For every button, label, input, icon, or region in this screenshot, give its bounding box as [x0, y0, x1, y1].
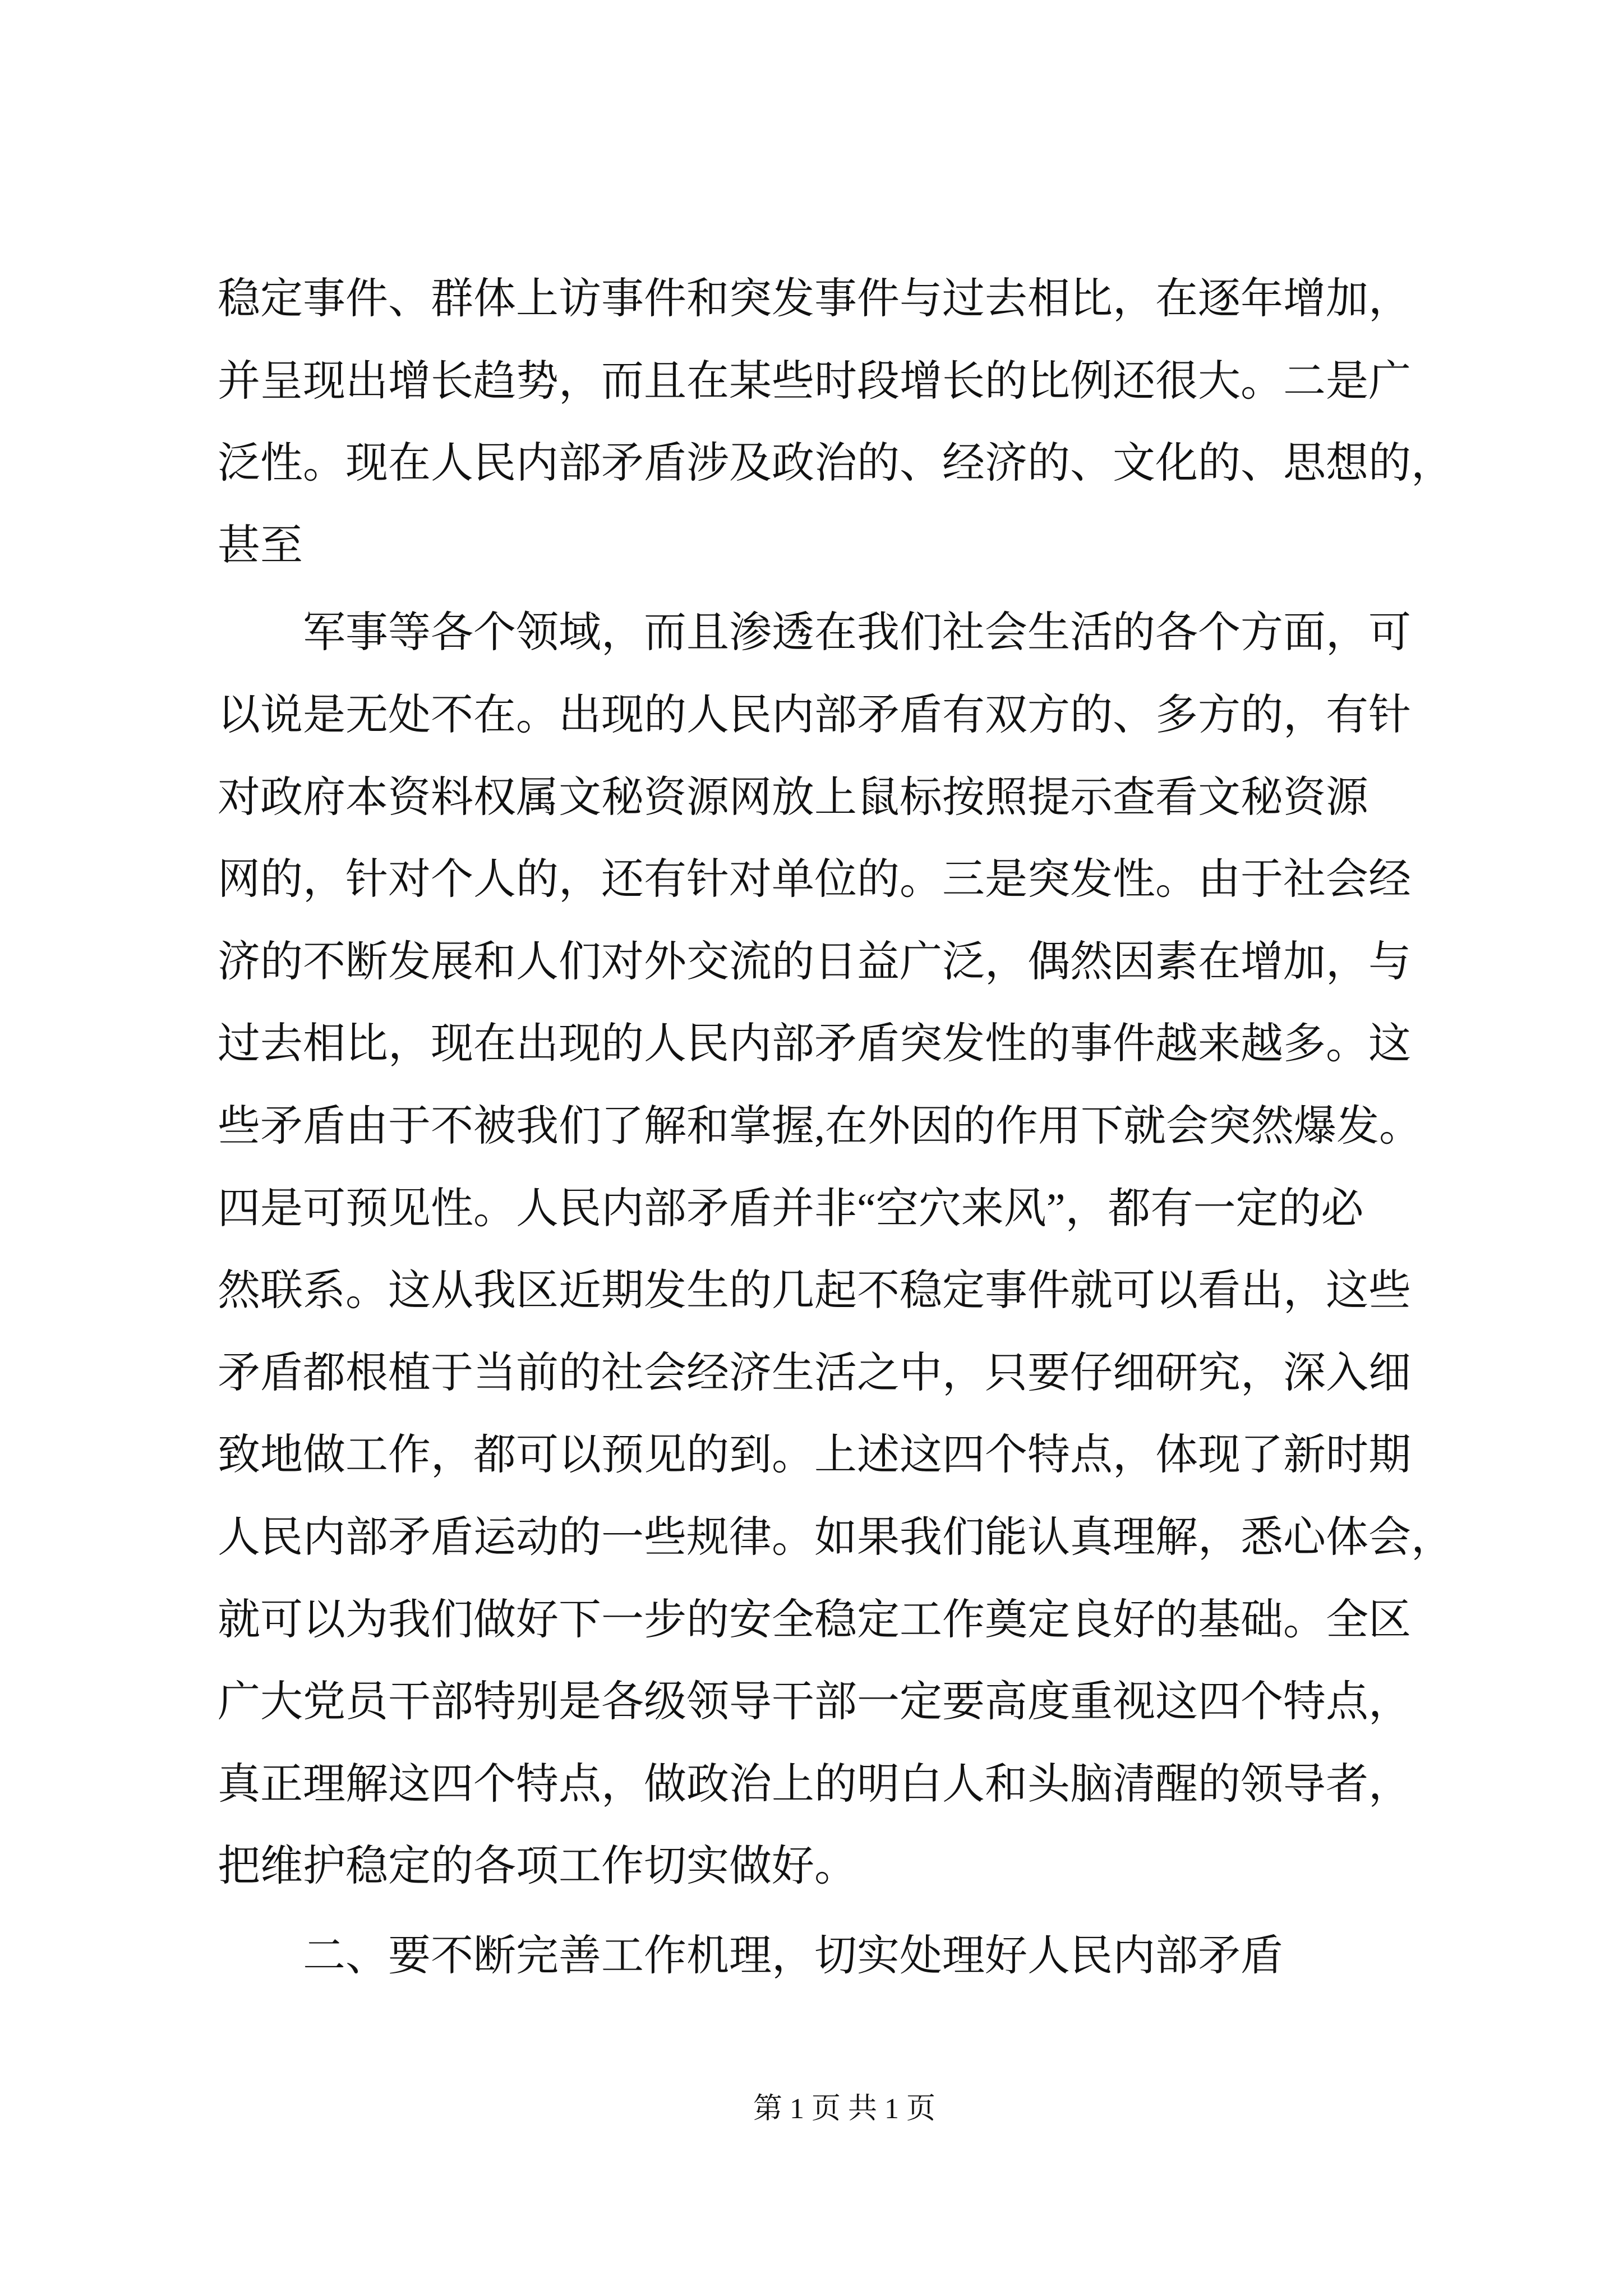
text-line: 稳定事件、群体上访事件和突发事件与过去相比，在逐年增加，	[218, 275, 1411, 323]
text-line: 并呈现出增长趋势，而且在某些时段增长的比例还很大。二是广	[218, 357, 1411, 405]
text-line: 些矛盾由于不被我们了解和掌握,在外因的作用下就会突然爆发。	[218, 1102, 1422, 1150]
document-body	[218, 258, 1507, 1997]
text-line: 广大党员干部特别是各级领导干部一定要高度重视这四个特点，	[218, 1678, 1411, 1726]
page-number-footer: 第 1 页 共 1 页	[753, 2093, 936, 2125]
paragraph	[218, 258, 1507, 587]
text-line: 以说是无处不在。出现的人民内部矛盾有双方的、多方的，有针	[218, 691, 1411, 739]
text-line: 真正理解这四个特点，做政治上的明白人和头脑清醒的领导者，	[218, 1760, 1411, 1808]
text-line: 过去相比，现在出现的人民内部矛盾突发性的事件越来越多。这	[218, 1020, 1411, 1068]
text-line: 对政府本资料权属文秘资源网放上鼠标按照提示查看文秘资源	[218, 774, 1368, 821]
text-line: 人民内部矛盾运动的一些规律。如果我们能认真理解，悉心体会，	[218, 1513, 1454, 1561]
paragraph	[218, 592, 1507, 1908]
text-line: 把维护稳定的各项工作切实做好。	[218, 1843, 857, 1890]
text-line: 致地做工作，都可以预见的到。上述这四个特点，体现了新时期	[218, 1432, 1411, 1479]
text-line: 网的，针对个人的，还有针对单位的。三是突发性。由于社会经	[218, 856, 1411, 904]
text-line: 济的不断发展和人们对外交流的日益广泛，偶然因素在增加，与	[218, 938, 1411, 986]
text-line: 矛盾都根植于当前的社会经济生活之中，只要仔细研究，深入细	[218, 1349, 1411, 1397]
text-line: 泛性。现在人民内部矛盾涉及政治的、经济的、文化的、思想的，	[218, 440, 1454, 487]
section-heading	[218, 1915, 1507, 1998]
text-line: 甚至	[218, 522, 303, 569]
text-line: 四是可预见性。人民内部矛盾并非“空穴来风”，都有一定的必	[218, 1185, 1364, 1232]
text-line: 然联系。这从我区近期发生的几起不稳定事件就可以看出，这些	[218, 1267, 1411, 1315]
text-line: 军事等各个领域，而且渗透在我们社会生活的各个方面，可	[303, 609, 1411, 657]
text-line: 就可以为我们做好下一步的安全稳定工作奠定良好的基础。全区	[218, 1596, 1411, 1644]
text-line: 二、要不断完善工作机理，切实处理好人民内部矛盾	[303, 1932, 1283, 1980]
